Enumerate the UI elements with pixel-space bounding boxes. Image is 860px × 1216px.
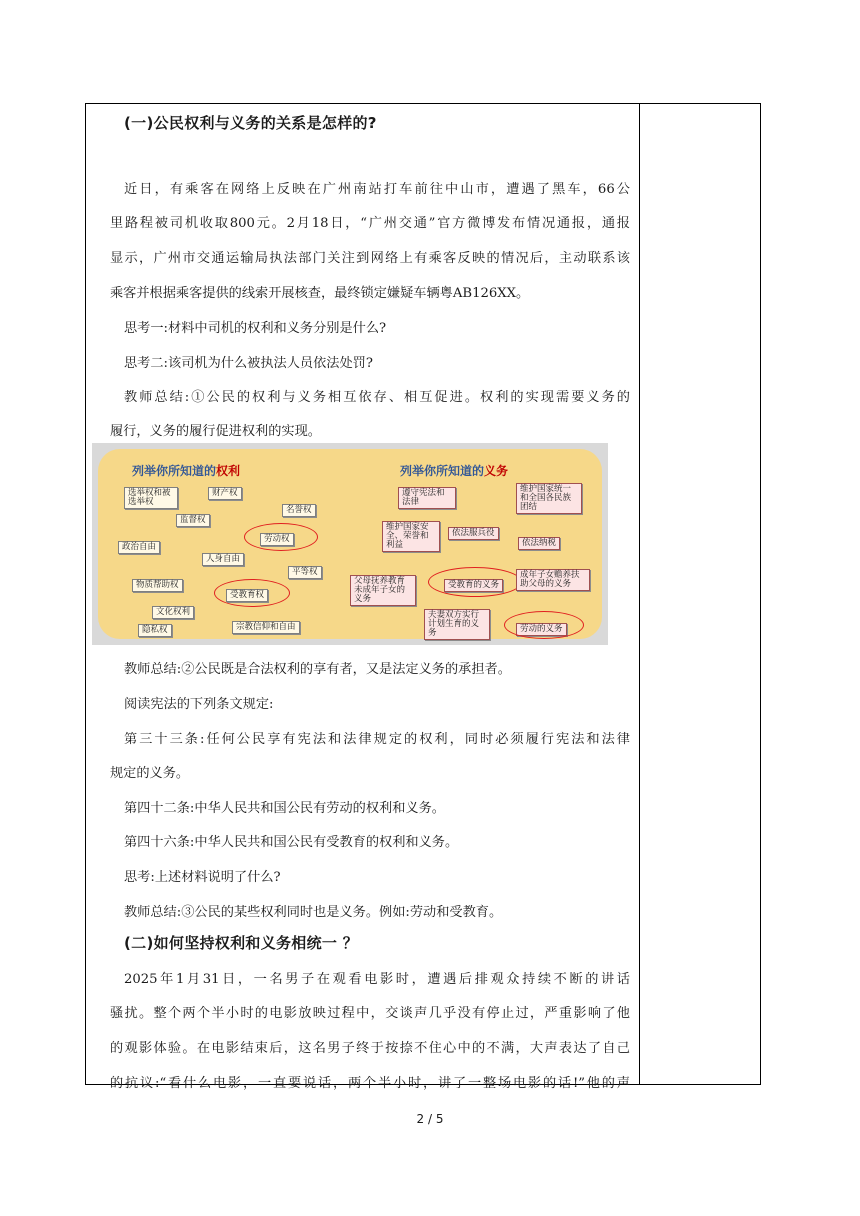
case2-line-2: 骚扰。整个两个半小时的电影放映过程中，交谈声几乎没有停止过，严重影响了他 <box>110 1006 630 1021</box>
think-question-2: 思考二:该司机为什么被执法人员依法处罚? <box>124 356 373 371</box>
right-tag: 选举权和被选举权 <box>124 487 178 509</box>
duties-title: 列举你所知道的义务 <box>400 464 509 478</box>
case2-line-4: 的抗议:“看什么电影，一直要说话，两个半小时，讲了一整场电影的话!”他的声 <box>110 1076 630 1091</box>
right-tag: 监督权 <box>176 514 210 527</box>
article46: 第四十六条:中华人民共和国公民有受教育的权利和义务。 <box>124 835 459 850</box>
article42: 第四十二条:中华人民共和国公民有劳动的权利和义务。 <box>124 801 445 816</box>
duty-tag: 依法服兵役 <box>448 527 499 540</box>
right-tag: 文化权利 <box>152 606 194 619</box>
case1-line-2: 里路程被司机收取800元。2月18日，“广州交通”官方微博发布情况通报，通报 <box>110 216 630 231</box>
duty-tag: 依法纳税 <box>518 537 560 550</box>
article33-line-2: 规定的义务。 <box>110 766 190 781</box>
right-tag: 人身自由 <box>202 553 244 566</box>
duty-tag: 劳动的义务 <box>516 623 567 636</box>
duty-tag: 维护国家统一和全国各民族团结 <box>516 483 582 514</box>
duty-tag: 夫妻双方实行计划生育的义务 <box>424 609 490 640</box>
highlight-circle <box>504 611 584 639</box>
duty-tag: 成年子女赡养扶助父母的义务 <box>516 569 590 591</box>
think-question-3: 思考:上述材料说明了什么? <box>124 870 281 885</box>
section2-heading: (二)如何坚持权利和义务相统一 ？ <box>124 934 359 952</box>
rights-duties-figure <box>92 443 608 645</box>
right-tag: 财产权 <box>208 487 242 500</box>
right-tag: 名誉权 <box>282 504 316 517</box>
right-tag: 政治自由 <box>118 541 160 554</box>
highlight-circle <box>244 523 318 551</box>
right-tag: 物质帮助权 <box>132 579 183 592</box>
summary2: 教师总结:②公民既是合法权利的享有者，又是法定义务的承担者。 <box>124 662 511 677</box>
article33-line-1: 第三十三条:任何公民享有宪法和法律规定的权利，同时必须履行宪法和法律 <box>124 732 630 747</box>
page-number: 2 / 5 <box>416 1112 444 1126</box>
right-tag: 平等权 <box>288 566 322 579</box>
right-tag: 隐私权 <box>138 624 172 637</box>
right-tag: 劳动权 <box>260 533 294 546</box>
summary3: 教师总结:③公民的某些权利同时也是义务。例如:劳动和受教育。 <box>124 905 503 920</box>
case1-line-4: 乘客并根据乘客提供的线索开展核查，最终锁定嫌疑车辆粤AB126XX。 <box>110 286 530 301</box>
case2-line-3: 的观影体验。在电影结束后，这名男子终于按捺不住心中的不满，大声表达了自己 <box>110 1041 630 1056</box>
think-question-1: 思考一:材料中司机的权利和义务分别是什么? <box>124 321 387 336</box>
case1-line-3: 显示，广州市交通运输局执法部门关注到网络上有乘客反映的情况后，主动联系该 <box>110 251 630 266</box>
duty-tag: 维护国家安全、荣誉和利益 <box>382 521 440 552</box>
table-column-divider <box>639 103 640 1085</box>
summary1-line-2: 履行，义务的履行促进权利的实现。 <box>110 424 321 439</box>
case2-line-1: 2025年1月31日，一名男子在观看电影时，遭遇后排观众持续不断的讲话 <box>124 972 630 987</box>
rights-title: 列举你所知道的权利 <box>132 464 241 478</box>
duty-tag: 父母抚养教育未成年子女的义务 <box>350 575 416 606</box>
read-instruction: 阅读宪法的下列条文规定: <box>124 697 274 712</box>
duty-tag: 受教育的义务 <box>444 579 503 592</box>
case1-line-1: 近日，有乘客在网络上反映在广州南站打车前往中山市，遭遇了黑车，66公 <box>124 182 630 197</box>
figure-background <box>98 449 602 639</box>
highlight-circle <box>214 579 290 607</box>
duty-tag: 遵守宪法和法律 <box>398 487 456 509</box>
right-tag: 受教育权 <box>226 589 268 602</box>
highlight-circle <box>428 567 522 597</box>
summary1-line-1: 教师总结:①公民的权利与义务相互依存、相互促进。权利的实现需要义务的 <box>124 390 630 405</box>
right-tag: 宗教信仰和自由 <box>232 621 300 634</box>
section1-heading: (一)公民权利与义务的关系是怎样的? <box>124 114 377 132</box>
